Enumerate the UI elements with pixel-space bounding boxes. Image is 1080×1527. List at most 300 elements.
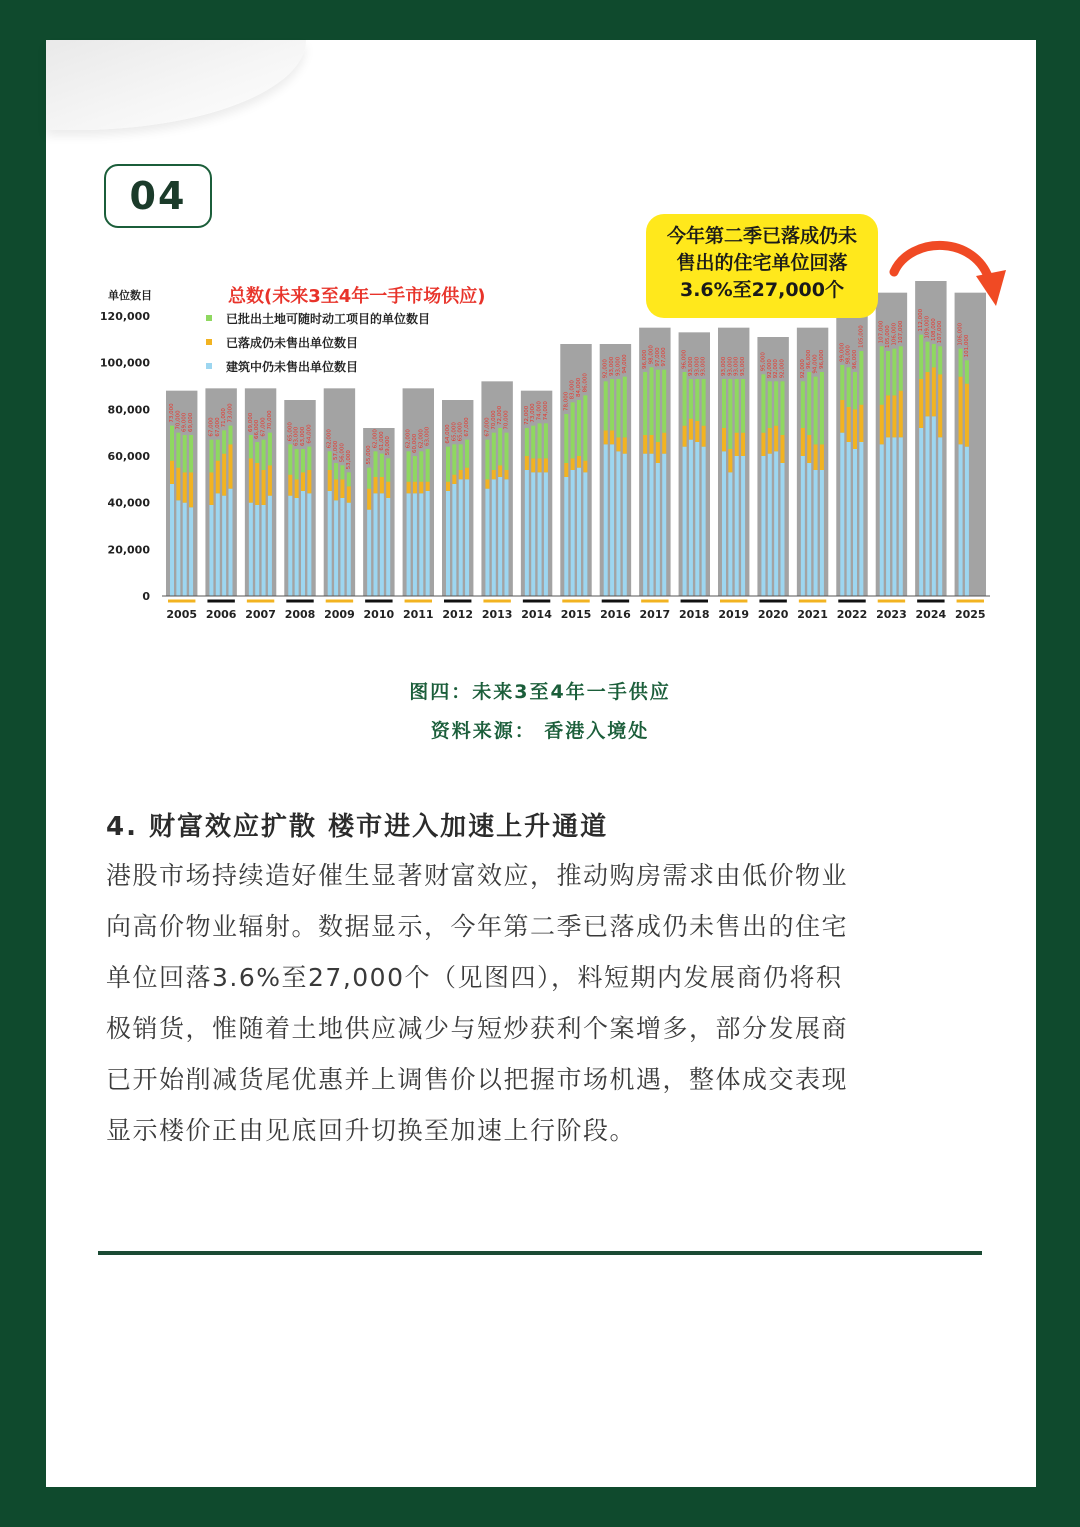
total-data-label: 69,000 — [181, 412, 188, 432]
bar-completed-unsold — [702, 426, 706, 447]
bar-under-construction — [650, 454, 654, 596]
bar-under-construction — [847, 442, 851, 596]
total-data-label: 93,000 — [700, 356, 707, 376]
total-data-label: 106,000 — [891, 322, 898, 346]
legend-swatch — [206, 339, 212, 345]
bar-under-construction — [229, 489, 233, 596]
total-data-label: 112,000 — [918, 308, 925, 332]
bar-land-ready — [538, 423, 542, 458]
bar-land-ready — [728, 379, 732, 449]
bar-under-construction — [892, 437, 896, 596]
bar-completed-unsold — [761, 433, 765, 456]
total-data-label: 93,000 — [687, 356, 694, 376]
bar-completed-unsold — [741, 433, 745, 456]
total-data-label: 96,000 — [806, 349, 813, 369]
total-data-label: 69,000 — [188, 412, 195, 432]
total-data-label: 64,000 — [306, 424, 313, 444]
body-paragraph — [106, 850, 986, 1156]
bar-completed-unsold — [774, 426, 778, 452]
bar-under-construction — [544, 472, 548, 596]
legend-label: 建筑中仍未售出单位数目 — [226, 360, 359, 374]
bar-land-ready — [814, 377, 818, 445]
x-tick-label: 2015 — [560, 608, 592, 621]
bar-completed-unsold — [683, 426, 687, 447]
bar-under-construction — [492, 479, 496, 596]
total-data-label: 92,000 — [602, 359, 609, 379]
bar-completed-unsold — [538, 458, 542, 472]
total-data-label: 96,000 — [681, 349, 688, 369]
bar-under-construction — [662, 454, 666, 596]
bar-land-ready — [262, 440, 266, 470]
bar-under-construction — [564, 477, 568, 596]
bar-completed-unsold — [892, 395, 896, 437]
callout-line-3: 3.6%至27,000个 — [679, 279, 844, 301]
total-data-label: 62,000 — [372, 429, 379, 449]
bar-land-ready — [859, 351, 863, 405]
bar-under-construction — [446, 491, 450, 596]
total-data-label: 95,000 — [760, 352, 767, 372]
bar-under-construction — [722, 451, 726, 596]
total-data-label: 92,000 — [766, 359, 773, 379]
total-data-label: 96,000 — [852, 349, 858, 369]
bar-completed-unsold — [840, 400, 844, 433]
bar-land-ready — [222, 430, 226, 453]
bar-land-ready — [183, 435, 187, 472]
bar-under-construction — [307, 493, 311, 596]
bar-land-ready — [926, 342, 930, 372]
bar-land-ready — [577, 400, 581, 456]
total-data-label: 66,000 — [254, 419, 261, 439]
bar-under-construction — [959, 444, 963, 596]
bar-land-ready — [965, 360, 969, 383]
total-data-label: 65,000 — [287, 422, 294, 442]
bar-under-construction — [209, 505, 213, 596]
bar-completed-unsold — [781, 435, 785, 463]
bar-under-construction — [407, 493, 411, 596]
total-data-label: 65,000 — [457, 422, 464, 442]
bar-under-construction — [643, 454, 647, 596]
bar-under-construction — [801, 456, 805, 596]
body-line: 单位回落3.6%至27,000个（见图四），料短期内发展商仍将积 — [106, 963, 843, 992]
bar-under-construction — [938, 437, 942, 596]
bar-land-ready — [807, 372, 811, 435]
bar-completed-unsold — [722, 428, 726, 451]
bar-under-construction — [926, 416, 930, 596]
bar-completed-unsold — [650, 435, 654, 454]
bar-under-construction — [853, 449, 857, 596]
bar-completed-unsold — [452, 475, 456, 484]
total-data-label: 84,000 — [576, 377, 582, 397]
bar-under-construction — [374, 493, 378, 596]
total-data-label: 92,000 — [773, 359, 780, 379]
bar-land-ready — [544, 423, 548, 458]
total-data-label: 108,000 — [930, 318, 937, 341]
bar-completed-unsold — [583, 461, 587, 473]
bar-under-construction — [899, 437, 903, 596]
bar-completed-unsold — [492, 470, 496, 479]
total-data-label: 62,000 — [405, 429, 412, 449]
bar-under-construction — [728, 472, 732, 596]
bar-under-construction — [604, 444, 608, 596]
bar-land-ready — [610, 379, 614, 430]
figure-source: 资料来源： 香港入境处 — [430, 720, 650, 742]
bar-completed-unsold — [577, 456, 581, 468]
bar-land-ready — [899, 346, 903, 390]
bar-completed-unsold — [938, 374, 942, 437]
bar-under-construction — [807, 463, 811, 596]
x-tick-label: 2014 — [521, 608, 552, 621]
bar-land-ready — [492, 433, 496, 470]
total-data-label: 93,000 — [740, 356, 747, 376]
y-tick-label: 100,000 — [100, 356, 150, 370]
total-data-label: 56,000 — [339, 443, 346, 463]
x-tick-label: 2023 — [876, 608, 907, 621]
bar-under-construction — [616, 451, 620, 596]
bar-under-construction — [735, 456, 739, 596]
legend-label: 已落成仍未售出单位数目 — [226, 336, 359, 350]
bar-under-construction — [768, 454, 772, 596]
bar-completed-unsold — [334, 479, 338, 500]
bar-under-construction — [702, 447, 706, 596]
total-data-label: 94,000 — [621, 354, 628, 374]
total-data-label: 71,000 — [221, 408, 228, 428]
bar-land-ready — [781, 381, 785, 435]
bar-completed-unsold — [814, 444, 818, 470]
bar-completed-unsold — [255, 463, 259, 505]
y-tick-label: 40,000 — [107, 496, 150, 510]
bar-under-construction — [426, 491, 430, 596]
bar-land-ready — [702, 379, 706, 426]
bar-completed-unsold — [288, 475, 292, 496]
bar-completed-unsold — [380, 477, 384, 493]
bar-completed-unsold — [170, 461, 174, 484]
bar-land-ready — [380, 454, 384, 477]
total-data-label: 93,000 — [727, 356, 734, 376]
bar-completed-unsold — [531, 458, 535, 472]
x-tick-label: 2024 — [915, 608, 947, 621]
bar-land-ready — [932, 344, 936, 367]
x-tick-label: 2025 — [954, 608, 986, 621]
bar-land-ready — [498, 428, 502, 465]
bar-under-construction — [531, 472, 535, 596]
bar-land-ready — [347, 472, 351, 486]
body-line: 港股市场持续造好催生显著财富效应，推动购房需求由低价物业 — [106, 861, 849, 890]
total-data-label: 97,000 — [661, 347, 668, 367]
bar-land-ready — [959, 349, 963, 377]
bar-land-ready — [683, 372, 687, 426]
total-data-label: 67,000 — [214, 417, 221, 437]
bar-land-ready — [741, 379, 745, 433]
legend-swatch — [206, 363, 212, 369]
bar-under-construction — [380, 493, 384, 596]
bar-completed-unsold — [768, 428, 772, 454]
total-data-label: 98,000 — [648, 345, 655, 365]
bar-land-ready — [229, 426, 233, 445]
bar-completed-unsold — [820, 444, 824, 470]
bar-land-ready — [249, 435, 253, 458]
bar-under-construction — [761, 456, 765, 596]
x-tick-label: 2013 — [481, 608, 513, 621]
figure-caption: 图四：未来3至4年一手供应 — [409, 681, 671, 703]
bar-under-construction — [610, 444, 614, 596]
bar-completed-unsold — [505, 470, 509, 479]
bar-land-ready — [459, 444, 463, 470]
total-data-label: 106,000 — [957, 322, 964, 346]
bar-under-construction — [840, 433, 844, 596]
bar-completed-unsold — [604, 430, 608, 444]
x-tick-label: 2010 — [363, 608, 395, 621]
bar-completed-unsold — [386, 482, 390, 498]
bar-completed-unsold — [919, 379, 923, 428]
total-data-label: 70,000 — [503, 410, 510, 430]
total-data-label: 96,000 — [818, 349, 825, 369]
bar-land-ready — [722, 379, 726, 428]
total-data-label: 73,000 — [169, 403, 175, 423]
total-data-label: 99,000 — [839, 342, 846, 362]
bar-under-construction — [571, 470, 575, 596]
bar-completed-unsold — [656, 442, 660, 463]
bar-completed-unsold — [689, 419, 693, 440]
bar-under-construction — [695, 442, 699, 596]
callout-box — [646, 214, 878, 318]
bar-completed-unsold — [564, 463, 568, 477]
bar-land-ready — [531, 426, 535, 459]
bar-completed-unsold — [498, 465, 502, 477]
bar-land-ready — [446, 447, 450, 482]
section-title: 4. 财富效应扩散 楼市进入加速上升通道 — [106, 812, 609, 842]
total-data-label: 69,000 — [247, 412, 254, 432]
bar-completed-unsold — [340, 479, 344, 498]
bar-under-construction — [683, 447, 687, 596]
bar-completed-unsold — [268, 465, 272, 495]
bar-completed-unsold — [616, 437, 620, 451]
bar-land-ready — [334, 463, 338, 479]
bar-under-construction — [413, 493, 417, 596]
total-data-label: 62,000 — [326, 429, 333, 449]
bar-under-construction — [386, 498, 390, 596]
total-data-label: 61,000 — [378, 431, 385, 451]
bar-under-construction — [216, 493, 220, 596]
bar-land-ready — [485, 440, 489, 480]
bar-completed-unsold — [249, 458, 253, 502]
bar-completed-unsold — [189, 472, 193, 507]
bar-completed-unsold — [328, 470, 332, 491]
bar-land-ready — [564, 414, 568, 463]
bar-under-construction — [334, 500, 338, 596]
bar-under-construction — [919, 428, 923, 596]
total-data-label: 86,000 — [582, 373, 589, 393]
bar-completed-unsold — [525, 456, 529, 470]
total-data-label: 55,000 — [366, 445, 373, 465]
bar-land-ready — [295, 449, 299, 479]
bar-under-construction — [498, 477, 502, 596]
bar-completed-unsold — [853, 409, 857, 449]
body-line: 极销货，惟随着土地供应减少与短炒获利个案增多，部分发展商 — [106, 1014, 849, 1043]
total-data-label: 70,000 — [266, 410, 273, 430]
section-number-badge: 04 — [104, 164, 212, 228]
bar-land-ready — [735, 379, 739, 433]
bar-land-ready — [695, 379, 699, 421]
bar-completed-unsold — [465, 468, 469, 480]
bar-land-ready — [452, 444, 456, 474]
bar-under-construction — [176, 500, 180, 596]
bar-under-construction — [222, 496, 226, 596]
bar-under-construction — [268, 496, 272, 596]
bar-land-ready — [426, 449, 430, 482]
total-data-label: 63,000 — [300, 426, 306, 446]
total-data-label: 93,000 — [733, 356, 740, 376]
bar-land-ready — [583, 395, 587, 460]
bar-under-construction — [623, 454, 627, 596]
body-line: 向高价物业辐射。数据显示，今年第二季已落成仍未售出的住宅 — [106, 912, 849, 941]
total-data-label: 67,000 — [260, 417, 267, 437]
supply-bar-chart — [100, 280, 1000, 630]
bar-land-ready — [386, 458, 390, 481]
bar-completed-unsold — [413, 482, 417, 494]
total-data-label: 67,000 — [484, 417, 491, 437]
bar-completed-unsold — [965, 384, 969, 447]
bar-land-ready — [328, 451, 332, 470]
bar-land-ready — [176, 433, 180, 468]
y-tick-label: 60,000 — [107, 450, 150, 463]
bar-completed-unsold — [374, 477, 378, 493]
total-data-label: 65,000 — [451, 422, 458, 442]
bar-completed-unsold — [571, 458, 575, 470]
bar-under-construction — [577, 468, 581, 596]
bar-land-ready — [340, 465, 344, 479]
bar-under-construction — [183, 503, 187, 596]
bar-under-construction — [262, 505, 266, 596]
bar-under-construction — [255, 505, 259, 596]
x-tick-label: 2007 — [245, 608, 276, 621]
bar-completed-unsold — [880, 405, 884, 445]
total-data-label: 73,000 — [227, 403, 234, 423]
total-data-label: 94,000 — [812, 354, 819, 374]
bar-land-ready — [774, 381, 778, 425]
legend-swatch — [206, 315, 212, 321]
bar-land-ready — [465, 440, 469, 468]
bar-land-ready — [216, 440, 220, 461]
total-data-label: 63,000 — [293, 426, 300, 446]
x-tick-label: 2011 — [402, 608, 434, 621]
bar-completed-unsold — [847, 407, 851, 442]
bar-land-ready — [880, 346, 884, 404]
total-data-label: 93,000 — [609, 356, 616, 376]
bar-under-construction — [170, 484, 174, 596]
bar-land-ready — [886, 351, 890, 395]
total-data-label: 72,000 — [497, 405, 504, 425]
bar-land-ready — [170, 426, 174, 461]
bar-completed-unsold — [807, 435, 811, 463]
bar-under-construction — [249, 503, 253, 596]
bar-land-ready — [268, 433, 272, 466]
bar-under-construction — [485, 489, 489, 596]
bar-completed-unsold — [209, 472, 213, 505]
x-tick-label: 2018 — [678, 608, 710, 621]
bar-completed-unsold — [222, 454, 226, 496]
bar-completed-unsold — [544, 458, 548, 472]
bar-under-construction — [295, 498, 299, 596]
bar-land-ready — [847, 367, 851, 407]
bar-under-construction — [820, 470, 824, 596]
bar-under-construction — [781, 463, 785, 596]
callout-line-2: 售出的住宅单位回落 — [676, 252, 848, 274]
bar-under-construction — [452, 484, 456, 596]
bar-land-ready — [853, 372, 857, 409]
bar-under-construction — [656, 463, 660, 596]
bar-completed-unsold — [886, 395, 890, 437]
bar-land-ready — [419, 451, 423, 481]
bar-under-construction — [465, 479, 469, 596]
bar-completed-unsold — [801, 428, 805, 456]
bar-under-construction — [419, 493, 423, 596]
total-data-label: 57,000 — [333, 440, 340, 460]
y-axis-label: 单位数目 — [108, 289, 152, 302]
bar-land-ready — [643, 372, 647, 435]
bar-land-ready — [820, 372, 824, 444]
bar-under-construction — [859, 442, 863, 596]
bar-under-construction — [340, 498, 344, 596]
bar-land-ready — [662, 370, 666, 433]
bar-under-construction — [189, 507, 193, 596]
bar-completed-unsold — [419, 482, 423, 494]
divider-rule — [98, 1251, 982, 1255]
x-tick-label: 2020 — [757, 608, 789, 621]
total-data-label: 67,000 — [464, 417, 471, 437]
total-data-label: 105,000 — [858, 325, 865, 348]
total-data-label: 107,000 — [937, 320, 944, 344]
bar-land-ready — [505, 433, 509, 470]
bar-land-ready — [307, 447, 311, 470]
bar-land-ready — [656, 370, 660, 442]
bar-under-construction — [774, 451, 778, 596]
bar-completed-unsold — [610, 430, 614, 444]
bar-completed-unsold — [407, 482, 411, 494]
x-tick-label: 2012 — [442, 608, 474, 621]
total-data-label: 59,000 — [385, 436, 392, 456]
bar-land-ready — [892, 349, 896, 396]
bar-completed-unsold — [735, 433, 739, 456]
bar-land-ready — [623, 377, 627, 438]
x-tick-label: 2022 — [836, 608, 868, 621]
chart-title: 总数(未来3至4年一手市场供应) — [228, 286, 486, 307]
bar-completed-unsold — [643, 435, 647, 454]
x-tick-label: 2005 — [166, 608, 198, 621]
bar-land-ready — [301, 449, 305, 472]
bar-under-construction — [288, 496, 292, 596]
x-tick-label: 2019 — [718, 608, 750, 621]
bar-completed-unsold — [176, 468, 180, 501]
bar-land-ready — [374, 451, 378, 477]
bar-completed-unsold — [301, 472, 305, 491]
bar-completed-unsold — [446, 482, 450, 491]
bar-land-ready — [761, 374, 765, 432]
bar-land-ready — [650, 367, 654, 435]
total-data-label: 60,000 — [411, 433, 418, 453]
bar-land-ready — [919, 335, 923, 379]
bar-land-ready — [255, 442, 259, 463]
total-data-label: 64,000 — [445, 424, 451, 444]
total-data-label: 93,000 — [721, 356, 727, 376]
total-data-label: 96,000 — [642, 349, 649, 369]
total-data-label: 107,000 — [897, 320, 904, 344]
y-tick-label: 80,000 — [107, 403, 150, 417]
bar-land-ready — [525, 428, 529, 456]
bar-under-construction — [814, 470, 818, 596]
total-data-label: 107,000 — [878, 320, 885, 344]
y-tick-label: 20,000 — [107, 543, 150, 557]
total-data-label: 93,000 — [615, 356, 622, 376]
